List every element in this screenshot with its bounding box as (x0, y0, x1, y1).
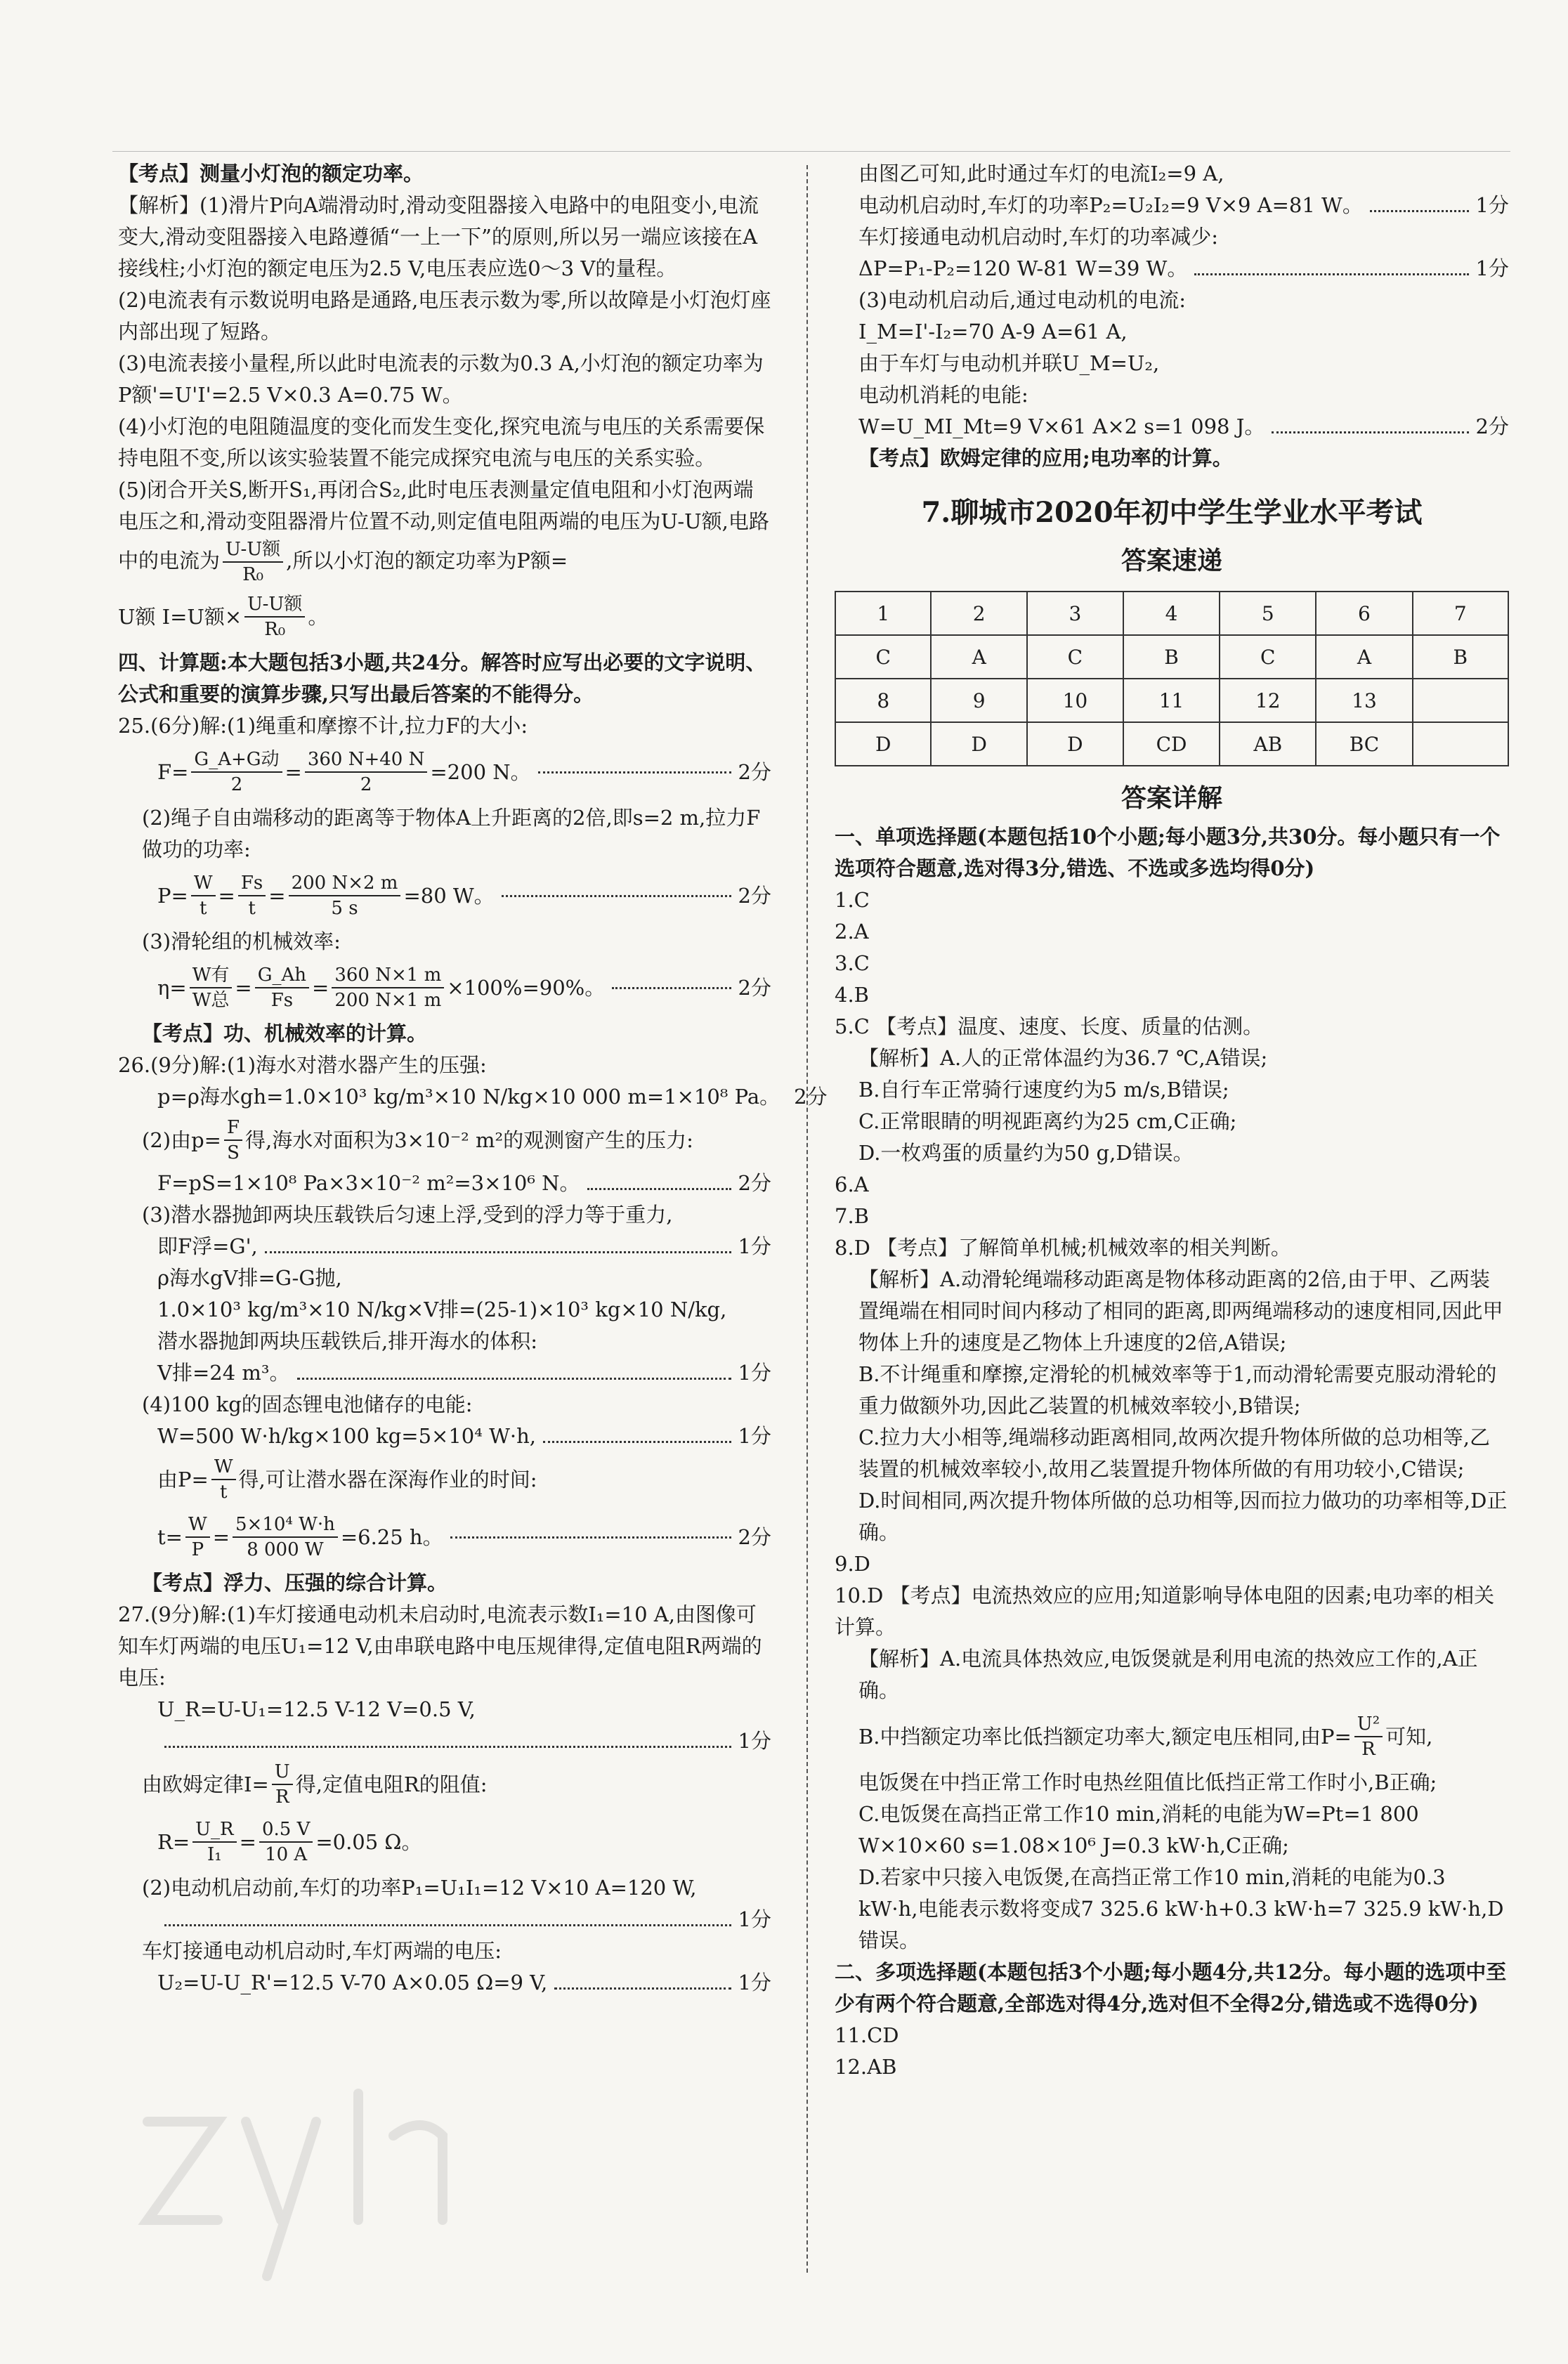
dot-leader (612, 987, 731, 989)
answer-table-cell: C (1220, 635, 1316, 679)
score: 1分 (738, 1729, 771, 1753)
score: 2分 (738, 1171, 771, 1195)
frac-den: 10 A (265, 1844, 308, 1865)
fraction (289, 871, 401, 920)
answer-table-cell: 2 (931, 592, 1026, 635)
right-column (835, 158, 1509, 2083)
answer-table-cell: 11 (1123, 679, 1220, 722)
q27-3: R= $\frac{U\_R}{\text{I₁}}$ = $\frac{0.5 V}{10 A}$ =0.05 Ω。 (157, 1819, 422, 1865)
q26-3: (3)潜水器抛卸两块压载铁后匀速上浮,受到的浮力等于重力, (142, 1203, 673, 1227)
score: 1分 (1475, 193, 1509, 217)
answer-10: 10.D 【考点】电流热效应的应用;知道影响导体电阻的因素;电功率的相关计算。 (835, 1583, 1495, 1639)
answer-10-j2 (835, 1706, 1509, 1767)
answer-table-row (835, 592, 1508, 635)
line-text: V排=24 m³。 (157, 1361, 290, 1385)
frac-den: P (191, 1539, 204, 1560)
answer-10-j4: D.若家中只接入电饭煲,在高挡正常工作10 min,消耗的电能为0.3 kW·h,电能表示数将变成7 325.6 kW·h+0.3 kW·h=7 325.9 kW·h,D错误。 (858, 1865, 1504, 1952)
dot-leader (502, 895, 731, 897)
jiexi-4: (4)小灯泡的电阻随温度的变化而发生变化,探究电流与电压的关系需要保持电阻不变,所以该实验装置不能完成探究电流与电压的关系实验。 (118, 414, 765, 470)
fraction (233, 1513, 338, 1562)
answer-table-cell: 6 (1316, 592, 1412, 635)
q25-kaodian: 【考点】功、机械效率的计算。 (142, 1021, 428, 1045)
r8: 电动机消耗的电能: (858, 383, 1028, 407)
answer-table-cell: 12 (1220, 679, 1316, 722)
answer-table-row (835, 635, 1508, 679)
q27-head: 27.(9分)解:(1)车灯接通电动机未启动时,电流表示数I₁=10 A,由图像可知车灯两端的电压U₁=12 V,由串联电路中电压规律得,定值电阻R两端的电压: (118, 1602, 762, 1690)
eq-post: 得,定值电阻R的阻值: (295, 1772, 488, 1796)
line-text: 即F浮=G', (157, 1234, 258, 1258)
answer-4: 4.B (835, 983, 869, 1007)
eq-post: =80 W。 (403, 883, 495, 908)
q27-2 (118, 1757, 771, 1812)
answer-11: 11.CD (835, 2023, 899, 2047)
answer-5-j4: D.一枚鸡蛋的质量约为50 g,D错误。 (858, 1141, 1194, 1165)
fraction (191, 871, 216, 920)
q26-3e (118, 1357, 771, 1389)
part1-title: 一、单项选择题(本题包括10个小题;每小题3分,共30分。每小题只有一个选项符合题意,选对得3分,错选、不选或多选均得0分) (835, 825, 1501, 880)
eq-post: =0.05 Ω。 (315, 1829, 422, 1854)
r4 (835, 253, 1509, 285)
eq-post: 可知, (1385, 1724, 1433, 1749)
q26-3c: 1.0×10³ kg/m³×10 N/kg×V排=(25-1)×10³ kg×10 N/kg, (157, 1298, 727, 1321)
q25-eff-line: η= $\frac{\text{W有}}{\text{W总}}$ = $\frac{G\_Ah}{Fs}$ = $\frac{360 N\times 1 m}{200 N\times 1 m}$ ×100%=90%。 2分 (157, 965, 771, 1011)
frac-num: G_A+G动 (191, 747, 282, 773)
answer-table-row (835, 722, 1508, 766)
eq-pre: 由P= (157, 1467, 209, 1491)
q26-3a (118, 1231, 771, 1262)
answer-table-cell: C (835, 635, 931, 679)
q26-1 (118, 1081, 828, 1113)
frac-num: U-U额 (223, 537, 283, 563)
frac-den: I₁ (207, 1844, 222, 1865)
answer-table-cell: 1 (835, 592, 931, 635)
fraction (191, 747, 282, 797)
score: 2分 (738, 975, 771, 1000)
watermark-logo (126, 2037, 492, 2304)
line-text: p=ρ海水gh=1.0×10³ kg/m³×10 N/kg×10 000 m=1×10⁸ Pa。 (157, 1085, 780, 1109)
jiexi-5-text: (5)闭合开关S,断开S₁,再闭合S₂,此时电压表测量定值电阻和小灯泡两端电压之和,滑动变阻器滑片位置不动,则定值电阻两端的电压为U-U额,电路中的电流为 (118, 478, 769, 573)
frac-num: G_Ah (255, 963, 309, 988)
q25-3: (3)滑轮组的机械效率: (142, 929, 341, 953)
eq-pre: B.中挡额定功率比低挡额定功率大,额定电压相同,由P= (858, 1724, 1352, 1749)
answer-table-cell: CD (1123, 722, 1220, 766)
answer-table (835, 591, 1509, 766)
answer-table-cell: A (931, 635, 1026, 679)
eq-sign: = (285, 759, 302, 784)
dot-leader (1370, 210, 1469, 212)
dot-leader (164, 1746, 731, 1748)
jiexi-5b-post: 。 (308, 604, 329, 629)
q25-2: (2)绳子自由端移动的距离等于物体A上升距离的2倍,即s=2 m,拉力F做功的功率: (142, 806, 761, 861)
fraction (185, 1513, 210, 1562)
frac-num: U (272, 1760, 293, 1785)
frac-num: 0.5 V (259, 1817, 313, 1843)
eq-post: 得,可让潜水器在深海作业的时间: (238, 1467, 537, 1491)
answer-table-cell: D (835, 722, 931, 766)
frac-den: Fs (270, 990, 294, 1011)
jiexi-1: 【解析】(1)滑片P向A端滑动时,滑动变阻器接入电路中的电阻变小,电流变大,滑动变阻器接入电路遵循“一上一下”的原则,所以另一端应该接在A接线柱;小灯泡的额定电压为2.5 V,电压表应选0～3 V的量程。 (118, 193, 759, 280)
answer-5-j2: B.自行车正常骑行速度约为5 m/s,B错误; (858, 1078, 1229, 1102)
line-text: F=pS=1×10⁸ Pa×3×10⁻² m²=3×10⁶ N。 (157, 1171, 580, 1195)
score: 2分 (738, 759, 771, 784)
frac-den: S (227, 1142, 240, 1163)
fraction (192, 1817, 237, 1867)
frac-num: 360 N+40 N (305, 747, 428, 773)
q26-2 (118, 1113, 771, 1168)
frac-den: t (248, 898, 256, 919)
frac-num: 5×10⁴ W·h (233, 1513, 338, 1538)
dot-leader (554, 1987, 731, 1990)
frac-num: F (224, 1116, 242, 1141)
fraction (305, 747, 428, 797)
left-column (118, 158, 828, 1999)
q25-head: 25.(6分)解:(1)绳重和摩擦不计,拉力F的大小: (118, 714, 528, 738)
r10: 【考点】欧姆定律的应用;电功率的计算。 (858, 446, 1233, 470)
eq-pre: F= (157, 759, 189, 784)
q26-4b (118, 1452, 771, 1507)
q27-1-score (118, 1725, 771, 1757)
score: 1分 (738, 1971, 771, 1994)
jiexi-5-tail: ,所以小灯泡的额定功率为P额= (286, 549, 568, 573)
eq-pre: 由欧姆定律I= (142, 1772, 269, 1796)
answer-8-j3: C.拉力大小相等,绳端移动距离相同,故两次提升物体所做的总功相等,乙装置的机械效率较小,故用乙装置提升物体所做的有用功较小,C错误; (858, 1425, 1491, 1481)
answer-8-j2: B.不计绳重和摩擦,定滑轮的机械效率等于1,而动滑轮需要克服动滑轮的重力做额外功,因此乙装置的机械效率较小,B错误; (858, 1362, 1497, 1418)
line-text: U₂=U-U_R'=12.5 V-70 A×0.05 Ω=9 V, (157, 1971, 548, 1994)
answer-table-cell: 3 (1027, 592, 1123, 635)
eq-pre: P= (157, 883, 188, 908)
frac-den: t (199, 898, 207, 919)
answer-3: 3.C (835, 951, 870, 975)
fraction (272, 1760, 293, 1809)
frac-num: W (185, 1513, 210, 1538)
r2 (835, 190, 1509, 221)
answer-10-j1: 【解析】A.电流具体热效应,电饭煲就是利用电流的热效应工作的,A正确。 (858, 1647, 1478, 1702)
answer-5-j1: 【解析】A.人的正常体温约为36.7 ℃,A错误; (858, 1046, 1268, 1070)
eq-post: ×100%=90%。 (447, 975, 606, 1000)
r7: 由于车灯与电动机并联U_M=U₂, (858, 351, 1160, 375)
q27-5: 车灯接通电动机启动时,车灯两端的电压: (142, 1939, 502, 1963)
r6: I_M=I'-I₂=70 A-9 A=61 A, (858, 320, 1128, 344)
q27-4-score (118, 1904, 771, 1935)
line-text: W=U_MI_Mt=9 V×61 A×2 s=1 098 J。 (858, 414, 1265, 438)
q26-3d: 潜水器抛卸两块压载铁后,排开海水的体积: (157, 1329, 537, 1353)
frac-den: 2 (360, 774, 372, 795)
eq-pre: η= (157, 975, 187, 1000)
fraction (259, 1817, 313, 1867)
quick-answer-title: 答案速递 (1121, 546, 1222, 575)
part4-title: 四、计算题:本大题包括3小题,共24分。解答时应写出必要的文字说明、公式和重要的演算步骤,只写出最后答案的不能得分。 (118, 651, 766, 706)
r9 (835, 411, 1509, 443)
answer-table-cell: C (1027, 635, 1123, 679)
current-fraction (223, 537, 283, 587)
frac-num: Fs (238, 871, 266, 896)
score: 1分 (738, 1424, 771, 1448)
jiexi-2: (2)电流表有示数说明电路是通路,电压表示数为零,所以故障是小灯泡灯座内部出现了短路。 (118, 288, 771, 344)
fraction (1354, 1712, 1383, 1761)
answer-table-cell: B (1123, 635, 1220, 679)
r5: (3)电动机启动后,通过电动机的电流: (858, 288, 1187, 312)
q25-power-line: P= $\frac{W}{t}$ = $\frac{Fs}{t}$ = $\frac{200 N\times 2 m}{5 s}$ =80 W。 2分 (157, 873, 771, 919)
score: 2分 (738, 1524, 771, 1549)
answer-12: 12.AB (835, 2055, 897, 2079)
dot-leader (1272, 431, 1468, 433)
answer-table-cell: A (1316, 635, 1412, 679)
dot-leader (164, 1924, 731, 1926)
q26-4: (4)100 kg的固态锂电池储存的电能: (142, 1392, 473, 1416)
eq-pre: t= (157, 1524, 183, 1549)
eq-post: =200 N。 (430, 759, 531, 784)
answer-table-cell (1413, 679, 1508, 722)
frac-num: W (191, 871, 216, 896)
q26-kaodian: 【考点】浮力、压强的综合计算。 (142, 1571, 448, 1595)
answer-table-cell: BC (1316, 722, 1412, 766)
q25-force-line (118, 742, 771, 802)
q27-1: U_R=U-U₁=12.5 V-12 V=0.5 V, (157, 1697, 476, 1721)
jiexi-3: (3)电流表接小量程,所以此时电流表的示数为0.3 A,小灯泡的额定功率为P额'=U'I'=2.5 V×0.3 A=0.75 W。 (118, 351, 764, 407)
eq-post: 得,海水对面积为3×10⁻² m²的观测窗产生的压力: (245, 1128, 693, 1152)
answer-10-j3: C.电饭煲在高挡正常工作10 min,消耗的电能为W=Pt=1 800 W×10×60 s=1.08×10⁶ J=0.3 kW·h,C正确; (858, 1802, 1419, 1857)
power-fraction (244, 592, 305, 641)
frac-num: W有 (190, 963, 233, 988)
answer-1: 1.C (835, 888, 870, 912)
column-divider (806, 165, 808, 2273)
answer-7: 7.B (835, 1204, 869, 1228)
answer-8-j4: D.时间相同,两次提升物体所做的总功相等,因而拉力做功的功率相等,D正确。 (858, 1489, 1508, 1544)
answer-table-cell: 9 (931, 679, 1026, 722)
q26-3b: ρ海水gV排=G-G抛, (157, 1266, 342, 1290)
dot-leader (265, 1251, 731, 1253)
dot-leader (1194, 273, 1468, 275)
fraction (211, 1455, 236, 1504)
frac-den: 2 (230, 774, 243, 795)
answer-8-j1: 【解析】A.动滑轮绳端移动距离是物体移动距离的2倍,由于甲、乙两装置绳端在相同时间内移动了相同的距离,即两绳端移动的速度相同,因此甲物体上升的速度是乙物体上升速度的2倍,A错误; (858, 1267, 1503, 1354)
frac-den: R₀ (264, 619, 286, 640)
score: 1分 (738, 1234, 771, 1258)
answer-table-cell: 4 (1123, 592, 1220, 635)
frac-num: 200 N×2 m (289, 871, 401, 896)
dot-leader (297, 1378, 731, 1380)
answer-5-j3: C.正常眼睛的明视距离约为25 cm,C正确; (858, 1109, 1237, 1133)
q26-2b (118, 1168, 771, 1199)
answer-table-cell: 10 (1027, 679, 1123, 722)
dot-leader (450, 1536, 731, 1539)
q27-6 (118, 1967, 771, 1999)
header-rule (112, 151, 1510, 152)
answer-10-j2b: 电饭煲在中挡正常工作时电热丝阻值比低挡正常工作时小,B正确; (858, 1770, 1437, 1794)
kaodian-top: 【考点】测量小灯泡的额定功率。 (118, 162, 424, 185)
eq-pre: (2)由p= (142, 1128, 221, 1152)
frac-den: W总 (192, 990, 230, 1011)
answer-table-cell: 5 (1220, 592, 1316, 635)
line-text: W=500 W·h/kg×100 kg=5×10⁴ W·h, (157, 1424, 537, 1448)
jiexi-5b-pre: U额 I=U额× (118, 604, 242, 629)
frac-den: t (219, 1482, 228, 1503)
fraction (332, 963, 444, 1012)
q26-head: 26.(9分)解:(1)海水对潜水器产生的压强: (118, 1053, 487, 1077)
fraction (255, 963, 309, 1012)
dot-leader (538, 771, 731, 773)
q26-4c: t= $\frac{W}{P}$ = $\frac{\text{5×10⁴ W·h}}{8 000 W}$ =6.25 h。 2分 (157, 1514, 771, 1560)
eq-pre: R= (157, 1829, 190, 1854)
score: 1分 (738, 1361, 771, 1385)
answer-8: 8.D 【考点】了解简单机械;机械效率的相关判断。 (835, 1236, 1291, 1260)
frac-num: U² (1354, 1712, 1383, 1737)
r1: 由图乙可知,此时通过车灯的电流I₂=9 A, (858, 162, 1224, 185)
frac-den: R (275, 1787, 289, 1808)
score: 2分 (1475, 414, 1509, 438)
frac-den: 8 000 W (247, 1539, 324, 1560)
line-text: ΔP=P₁-P₂=120 W-81 W=39 W。 (858, 256, 1188, 280)
answer-table-row (835, 679, 1508, 722)
jiexi-5 (118, 474, 771, 587)
answer-table-cell: 8 (835, 679, 931, 722)
answer-2: 2.A (835, 920, 869, 943)
score: 2分 (794, 1085, 828, 1109)
answer-table-cell: AB (1220, 722, 1316, 766)
dot-leader (543, 1441, 731, 1443)
q27-4: (2)电动机启动前,车灯的功率P₁=U₁I₁=12 V×10 A=120 W, (142, 1876, 697, 1900)
frac-num: U_R (192, 1817, 237, 1843)
line-text: 电动机启动时,车灯的功率P₂=U₂I₂=9 V×9 A=81 W。 (858, 193, 1363, 217)
answer-table-cell: D (1027, 722, 1123, 766)
detail-title: 答案详解 (1121, 783, 1222, 813)
answer-5: 5.C 【考点】温度、速度、长度、质量的估测。 (835, 1014, 1264, 1038)
answer-table-cell: D (931, 722, 1026, 766)
answer-table-cell: 7 (1413, 592, 1508, 635)
jiexi-5b (118, 587, 771, 647)
answer-table-cell: 13 (1316, 679, 1412, 722)
answer-table-cell: B (1413, 635, 1508, 679)
fraction (224, 1116, 242, 1165)
frac-den: R₀ (242, 564, 264, 585)
frac-den: R (1361, 1739, 1376, 1760)
frac-den: 5 s (331, 898, 358, 919)
part2-title: 二、多项选择题(本题包括3个小题;每小题4分,共12分。每小题的选项中至少有两个符合题意,全部选对得4分,选对但不全得2分,错选或不选得0分) (835, 1960, 1507, 2016)
answer-6: 6.A (835, 1173, 869, 1196)
answer-9: 9.D (835, 1552, 870, 1576)
frac-num: 360 N×1 m (332, 963, 444, 988)
score: 1分 (1475, 256, 1509, 280)
fraction (238, 871, 266, 920)
q26-4a (118, 1421, 771, 1452)
fraction (190, 963, 233, 1012)
exam-title: 7.聊城市2020年初中学生学业水平考试 (921, 496, 1423, 529)
r3: 车灯接通电动机启动时,车灯的功率减少: (858, 225, 1218, 249)
score: 1分 (738, 1907, 771, 1931)
dot-leader (587, 1188, 731, 1190)
eq-post: =6.25 h。 (340, 1524, 443, 1549)
frac-num: U-U额 (244, 592, 305, 618)
score: 2分 (738, 883, 771, 908)
frac-num: W (211, 1455, 236, 1480)
answer-table-cell (1413, 722, 1508, 766)
frac-den: 200 N×1 m (334, 990, 442, 1011)
